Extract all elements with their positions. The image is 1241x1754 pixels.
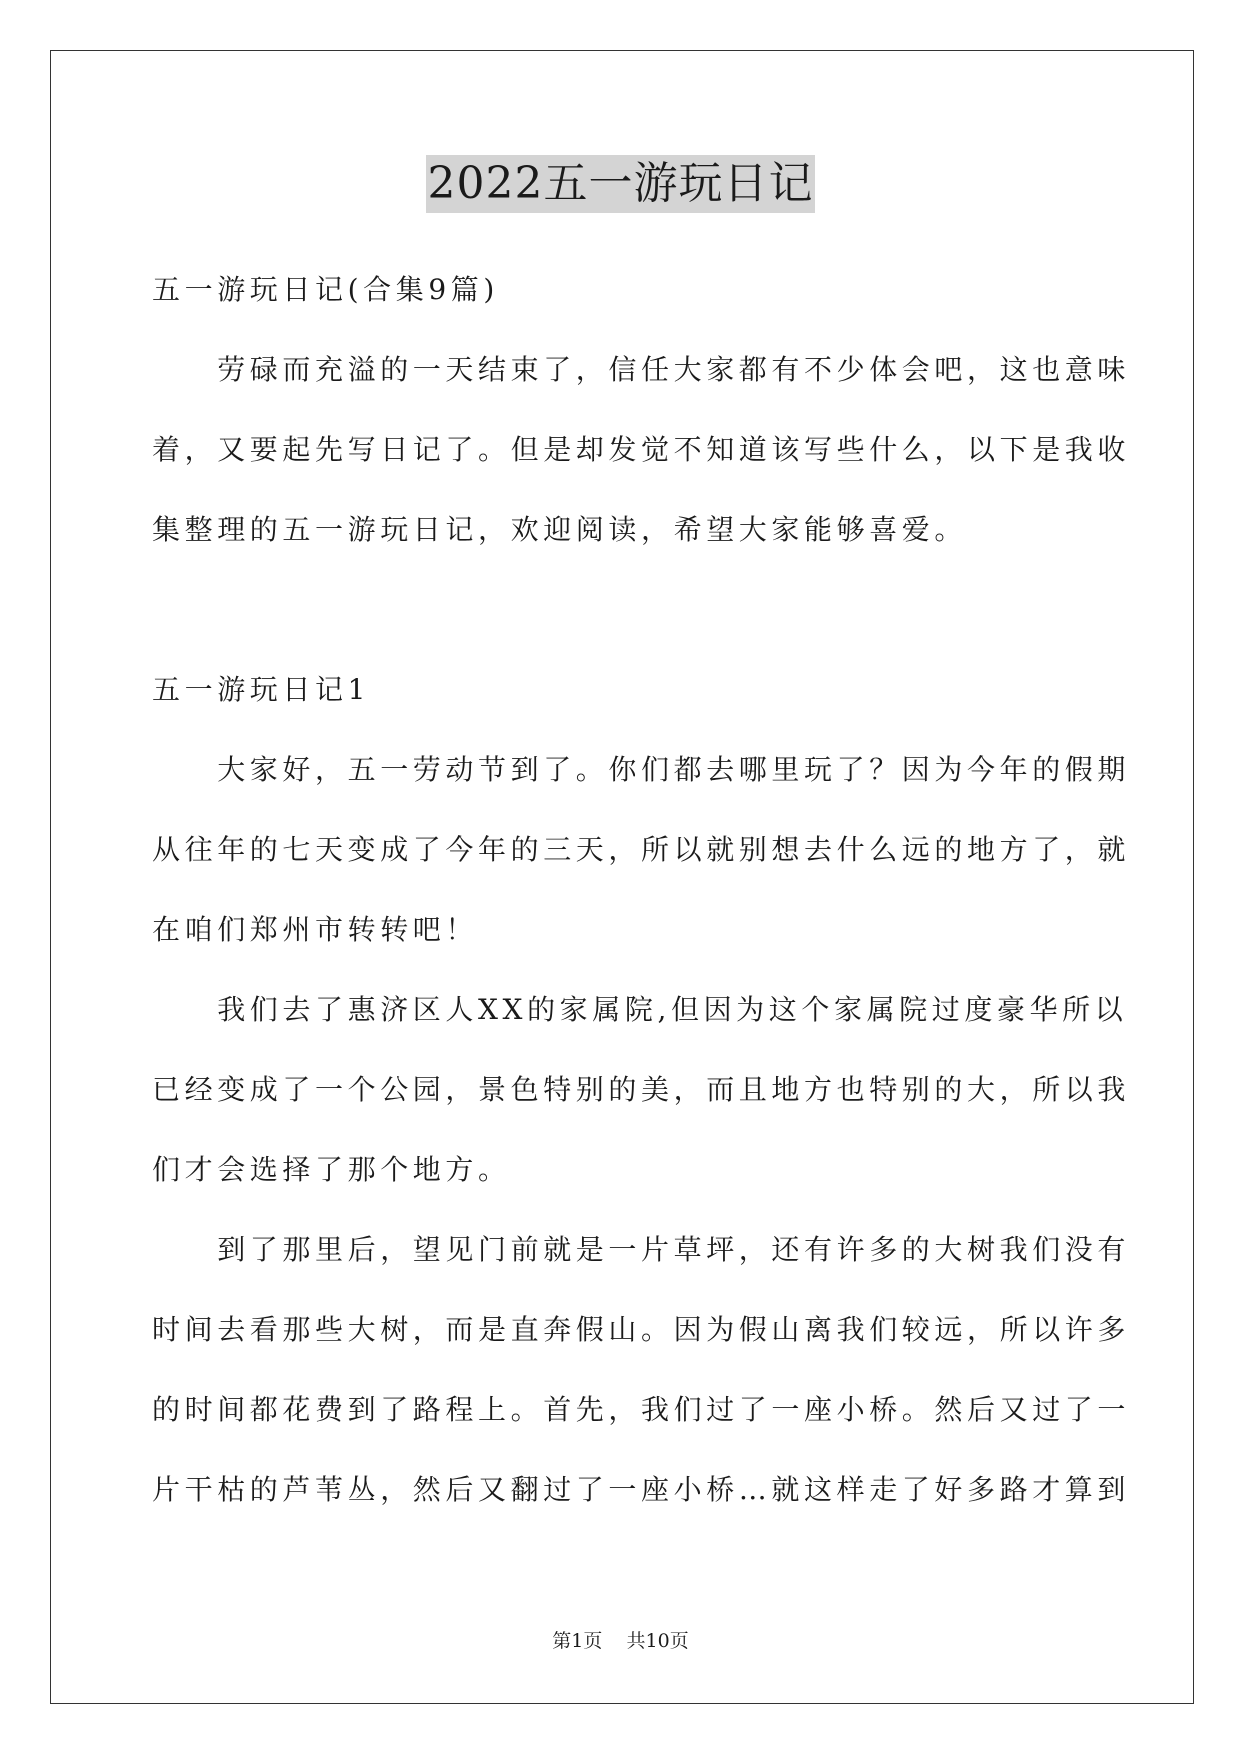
page-footer (0, 1629, 1241, 1653)
body-line: 劳碌而充溢的一天结束了，信任大家都有不少体会吧，这也意味 (152, 353, 1131, 386)
body-line: 集整理的五一游玩日记，欢迎阅读，希望大家能够喜爱。 (152, 513, 968, 546)
body-line: 着，又要起先写日记了。但是却发觉不知道该写些什么，以下是我收 (152, 433, 1131, 466)
body-line: 片干枯的芦苇丛，然后又翻过了一座小桥…就这样走了好多路才算到 (152, 1473, 1131, 1506)
document-title: 2022五一游玩日记 (426, 155, 816, 213)
section-heading: 五一游玩日记1 (152, 673, 371, 706)
subtitle-line: 五一游玩日记(合集9篇) (152, 273, 499, 306)
body-line: 们才会选择了那个地方。 (152, 1153, 511, 1186)
body-line: 到了那里后，望见门前就是一片草坪，还有许多的大树我们没有 (152, 1233, 1131, 1266)
page-number: 第1页 (552, 1630, 603, 1652)
body-line: 在咱们郑州市转转吧！ (152, 913, 479, 946)
body-line: 的时间都花费到了路程上。首先，我们过了一座小桥。然后又过了一 (152, 1393, 1131, 1426)
body-line: 已经变成了一个公园，景色特别的美，而且地方也特别的大，所以我 (152, 1073, 1131, 1106)
page-total: 共10页 (626, 1630, 689, 1652)
body-line: 时间去看那些大树，而是直奔假山。因为假山离我们较远，所以许多 (152, 1313, 1131, 1346)
blank-line (152, 570, 1094, 650)
body-line: 大家好，五一劳动节到了。你们都去哪里玩了？因为今年的假期 (152, 753, 1131, 786)
title-container (0, 155, 1241, 213)
body-line: 我们去了惠济区人XX的家属院,但因为这个家属院过度豪华所以 (152, 993, 1128, 1026)
body-line: 从往年的七天变成了今年的三天，所以就别想去什么远的地方了，就 (152, 833, 1131, 866)
document-body (152, 250, 1131, 1530)
